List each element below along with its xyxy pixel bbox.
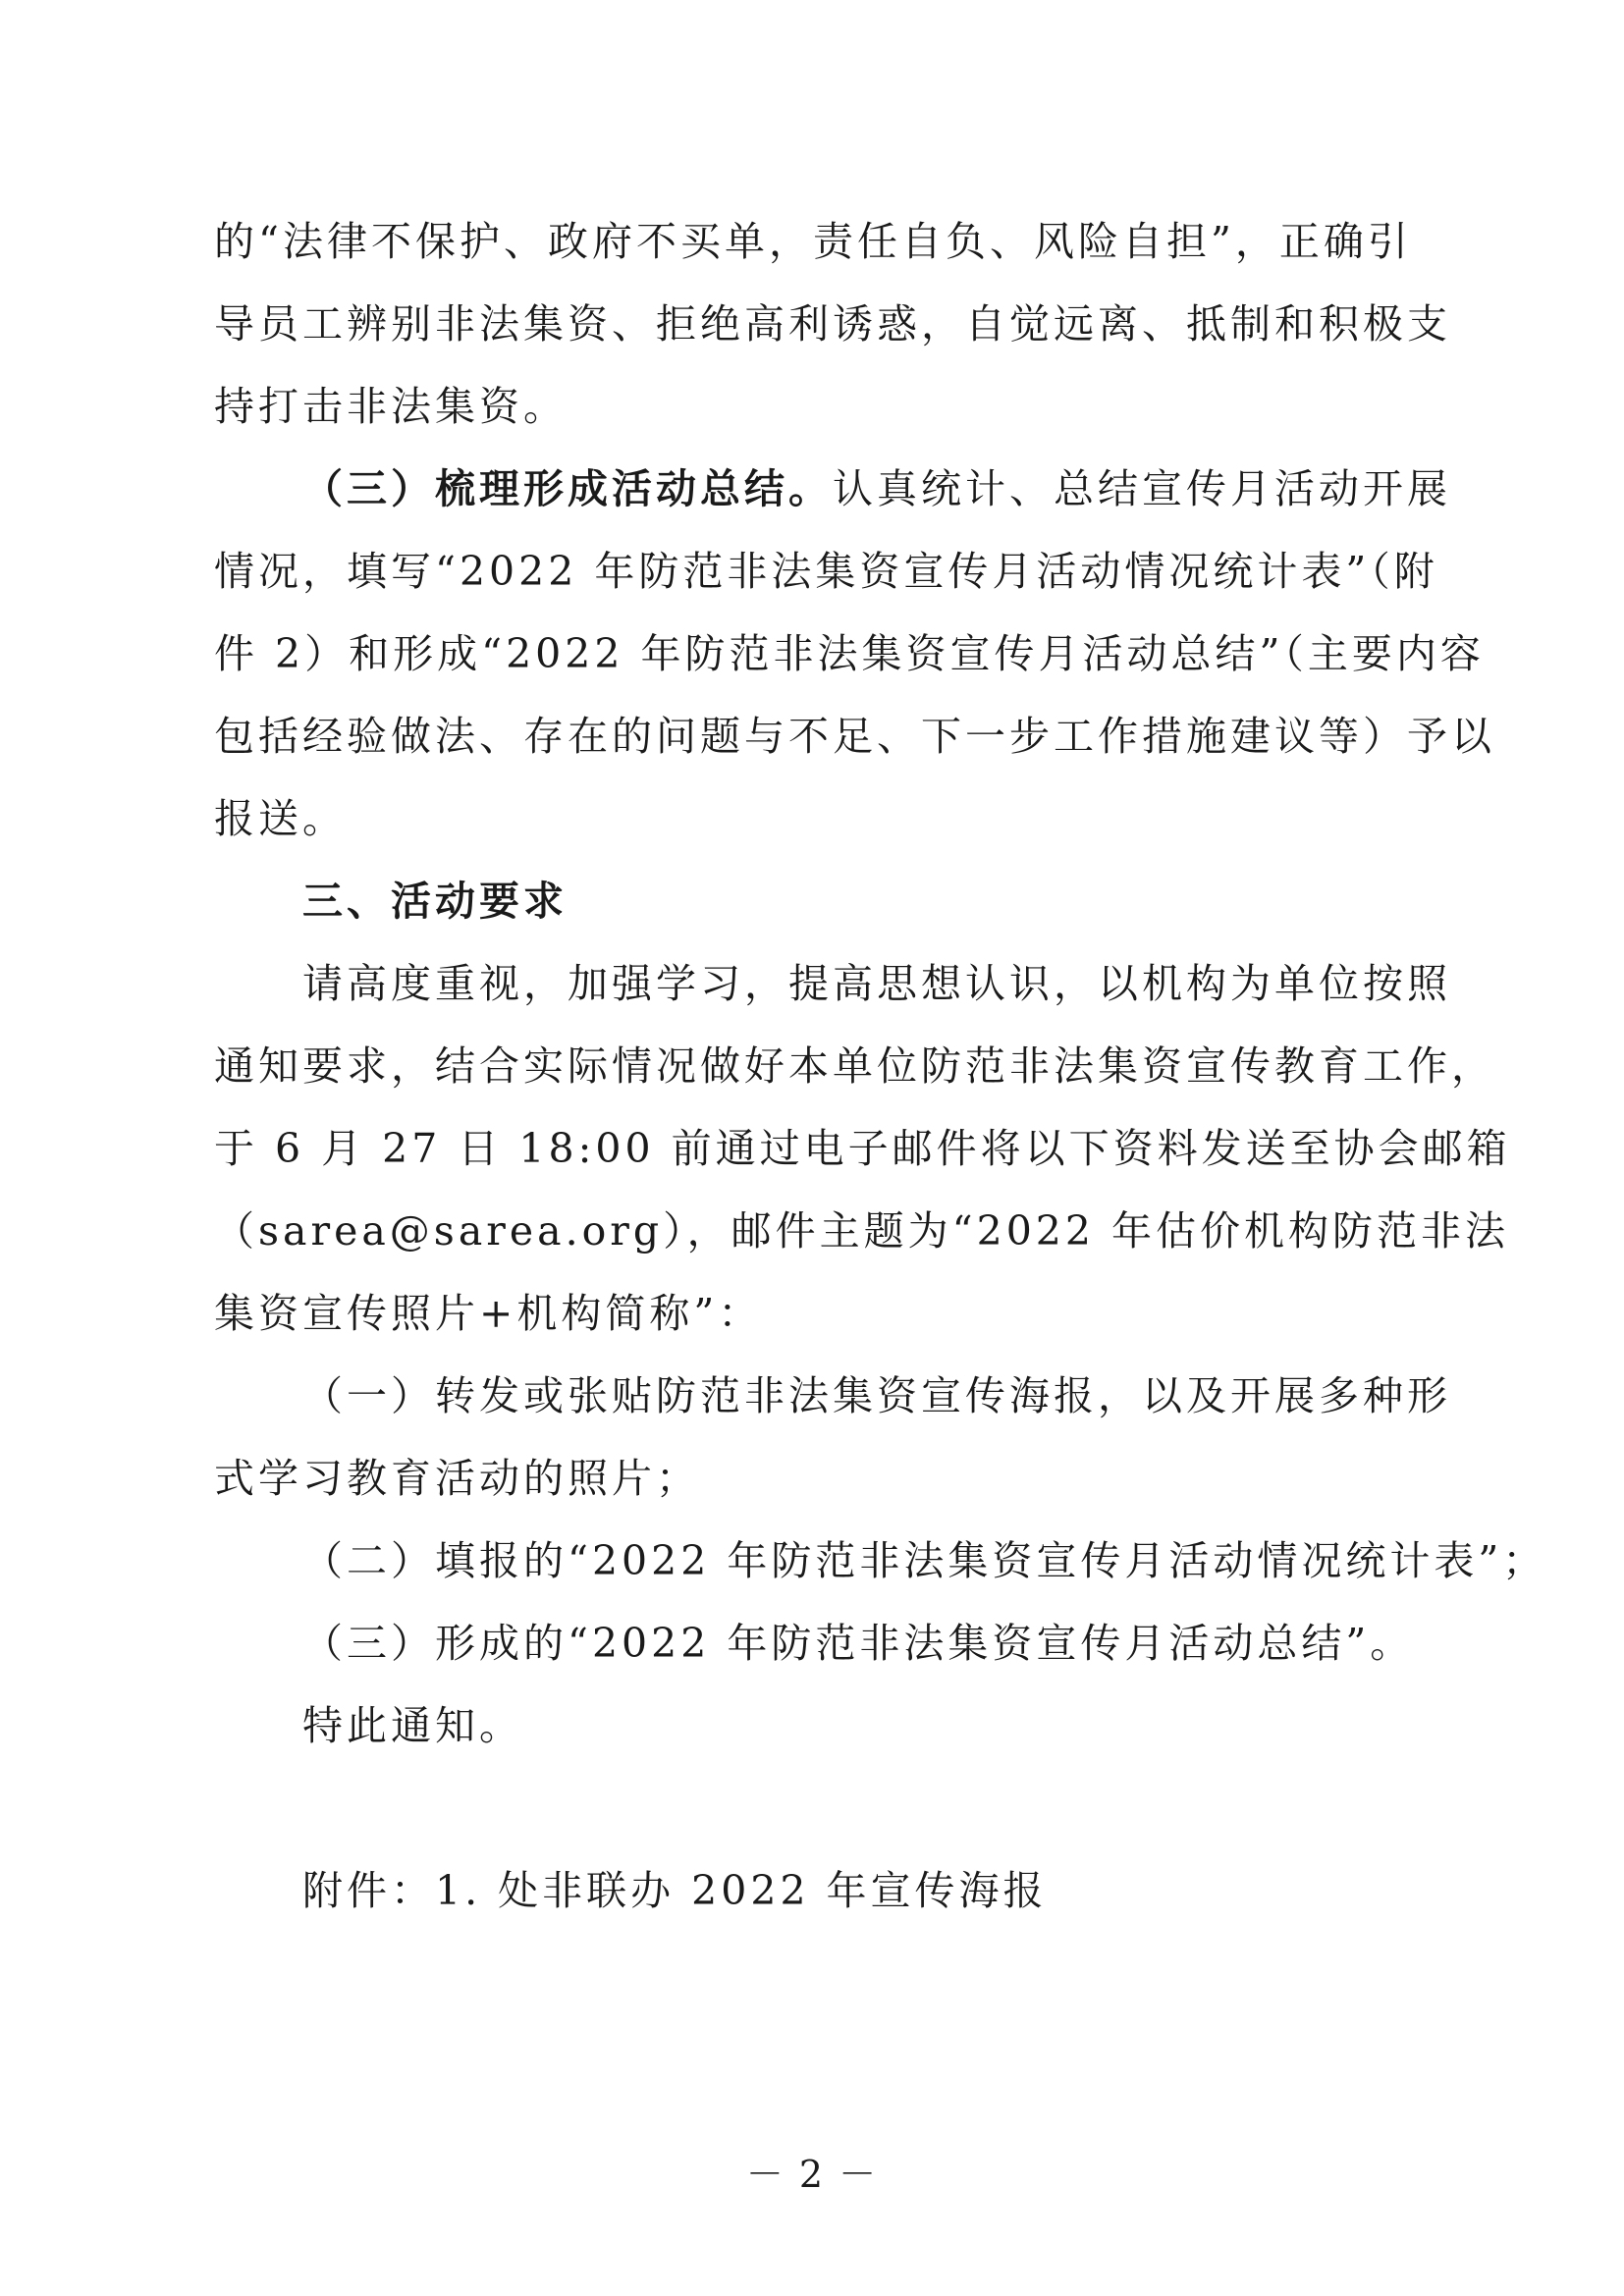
paragraph-2-lead: （三）梳理形成活动总结。: [302, 465, 833, 512]
item-2: （二）填报的“2022 年防范非法集资宣传月活动情况统计表”；: [302, 1537, 1547, 1584]
paragraph-3-line-4: （sarea@sarea.org），邮件主题为“2022 年估价机构防范非法: [214, 1207, 1509, 1255]
paragraph-2-line-5: 报送。: [214, 795, 347, 842]
item-1-line-2: 式学习教育活动的照片；: [214, 1455, 700, 1502]
attachment-line: 附件：1. 处非联办 2022 年宣传海报: [302, 1867, 1048, 1914]
paragraph-2-line-2: 情况，填写“2022 年防范非法集资宣传月活动情况统计表”（附: [214, 548, 1438, 595]
paragraph-2-line-1-text: 认真统计、总结宣传月活动开展: [833, 465, 1451, 512]
paragraph-2-line-3: 件 2）和形成“2022 年防范非法集资宣传月活动总结”（主要内容: [214, 630, 1485, 677]
paragraph-3-line-1: 请高度重视，加强学习，提高思想认识，以机构为单位按照: [302, 960, 1451, 1007]
paragraph-2-line-4: 包括经验做法、存在的问题与不足、下一步工作措施建议等）予以: [214, 713, 1495, 760]
item-1-line-1: （一）转发或张贴防范非法集资宣传海报，以及开展多种形: [302, 1372, 1451, 1419]
paragraph-3-line-2: 通知要求，结合实际情况做好本单位防范非法集资宣传教育工作，: [214, 1042, 1495, 1090]
paragraph-1-line-3: 持打击非法集资。: [214, 383, 568, 430]
paragraph-3-line-3: 于 6 月 27 日 18:00 前通过电子邮件将以下资料发送至协会邮箱: [214, 1125, 1511, 1172]
section-3-heading: 三、活动要求: [302, 878, 568, 925]
item-3: （三）形成的“2022 年防范非法集资宣传月活动总结”。: [302, 1620, 1415, 1667]
paragraph-1-line-1: 的“法律不保护、政府不买单，责任自负、风险自担”，正确引: [214, 218, 1412, 265]
paragraph-1-line-2: 导员工辨别非法集资、拒绝高利诱惑，自觉远离、抵制和积极支: [214, 300, 1451, 347]
closing-text: 特此通知。: [302, 1702, 523, 1749]
page-number: － 2 －: [745, 2153, 879, 2196]
paragraph-2-line-1: [302, 461, 1510, 516]
paragraph-3-line-5: 集资宣传照片+机构简称”：: [214, 1290, 763, 1337]
